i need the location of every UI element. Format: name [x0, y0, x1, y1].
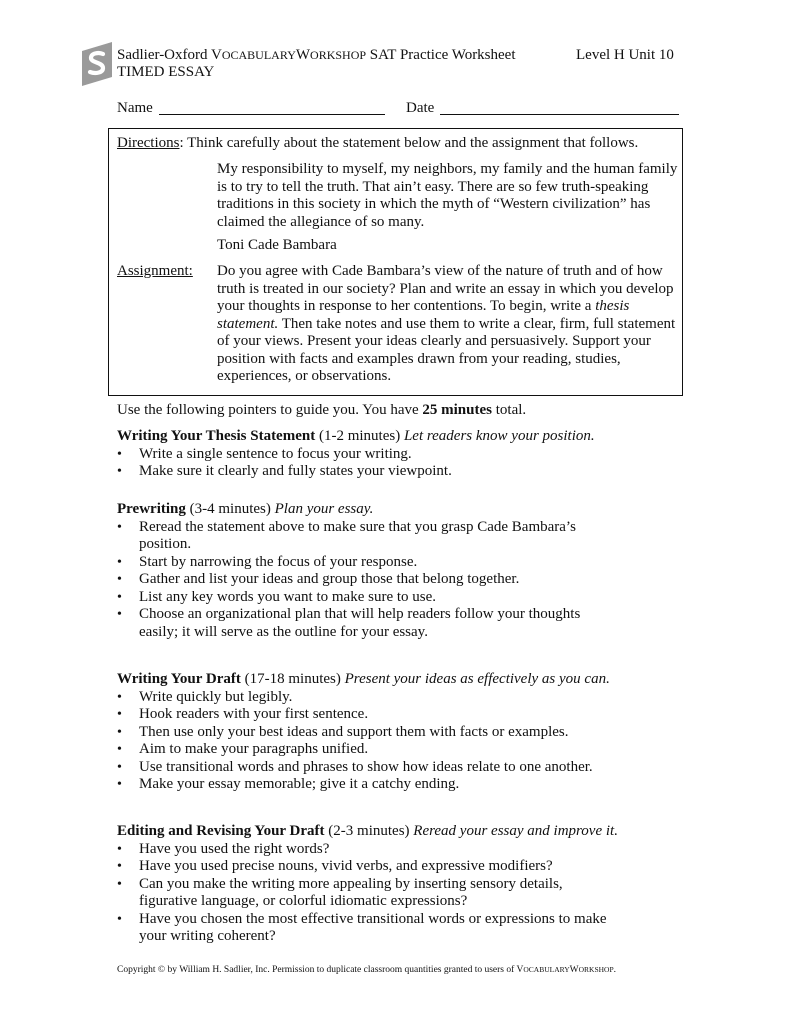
sadlier-s-logo-icon	[82, 42, 112, 86]
list-item: • Have you used precise nouns, vivid verbs, and expressive modifiers?	[117, 858, 553, 874]
date-field[interactable]	[440, 114, 679, 115]
list-item: • Can you make the writing more appealing by inserting sensory details, figurative language, or colorful idiomatic expressions?	[117, 875, 563, 909]
quote-author: Toni Cade Bambara	[217, 237, 337, 253]
list-item: • Start by narrowing the focus of your response.	[117, 553, 418, 570]
date-label: Date	[406, 100, 435, 116]
directions-text: Directions: Think carefully about the statement below and the assignment that follows.	[117, 135, 639, 151]
directions-box	[108, 128, 683, 396]
list-item: • Have you used the right words?	[117, 840, 330, 857]
directions-label: Directions	[117, 135, 180, 151]
section-thesis	[117, 428, 617, 481]
section-heading: Editing and Revising Your Draft (2-3 minutes) Reread your essay and improve it.	[117, 823, 618, 839]
worksheet-header	[117, 47, 516, 81]
section-heading: Prewriting (3-4 minutes) Plan your essay.	[117, 501, 374, 517]
quote: My responsibility to myself, my neighbors, my family and the human family is to try to tell the truth. That ain’t easy. There are so few truth-speaking traditions in this society in which the myth of “Western civilization” has claimed the allegiance of so many.	[217, 161, 678, 230]
list-item: • Write quickly but legibly.	[117, 688, 293, 705]
intro-text: Use the following pointers to guide you. You have 25 minutes total.	[117, 402, 527, 418]
worksheet-subtitle: TIMED ESSAY	[117, 64, 215, 80]
name-field[interactable]	[159, 114, 385, 115]
level-unit: Level H Unit 10	[576, 47, 674, 63]
list-item: • Hook readers with your first sentence.	[117, 706, 369, 722]
section-heading: Writing Your Thesis Statement (1-2 minutes) Let readers know your position.	[117, 428, 595, 444]
list-item: • Make your essay memorable; give it a catchy ending.	[117, 776, 460, 792]
section-editing	[117, 823, 622, 946]
name-date-row	[117, 100, 679, 120]
list-item: • Write a single sentence to focus your writing.	[117, 445, 412, 462]
assignment-label: Assignment:	[117, 263, 193, 279]
list-item: • Choose an organizational plan that will help readers follow your thoughts easily; it will serve as the outline for your essay.	[117, 606, 581, 640]
name-label: Name	[117, 100, 153, 116]
list-item: • Aim to make your paragraphs unified.	[117, 741, 369, 757]
list-item: • Make sure it clearly and fully states your viewpoint.	[117, 463, 452, 479]
list-item: • Use transitional words and phrases to show how ideas relate to one another.	[117, 758, 593, 775]
worksheet-title: Sadlier-Oxford VOCABULARYWORKSHOP SAT Practice Worksheet	[117, 47, 516, 63]
copyright-footer: Copyright © by William H. Sadlier, Inc. Permission to duplicate classroom quantities granted to users of VOCABULARYWORKSHOP.	[117, 965, 617, 975]
section-draft	[117, 671, 617, 794]
section-heading: Writing Your Draft (17-18 minutes) Present your ideas as effectively as you can.	[117, 671, 610, 687]
section-prewriting	[117, 501, 587, 641]
list-item: • Then use only your best ideas and support them with facts or examples.	[117, 723, 569, 740]
list-item: • Reread the statement above to make sure that you grasp Cade Bambara’s position.	[117, 518, 576, 552]
list-item: • Have you chosen the most effective transitional words or expressions to make your writing coherent?	[117, 910, 607, 944]
list-item: • Gather and list your ideas and group those that belong together.	[117, 571, 520, 587]
list-item: • List any key words you want to make sure to use.	[117, 588, 437, 605]
assignment-text: Do you agree with Cade Bambara’s view of the nature of truth and of how truth is treated in our society? Plan and write an essay in which you develop your thoughts in response to her contentions. To begin, write a thesis statement. Then take notes and use them to write a clear, firm, full statement of your views. Present your ideas clearly and persuasively. Support your position with facts and examples drawn from your reading, studies, experiences, or observations.	[217, 263, 676, 384]
